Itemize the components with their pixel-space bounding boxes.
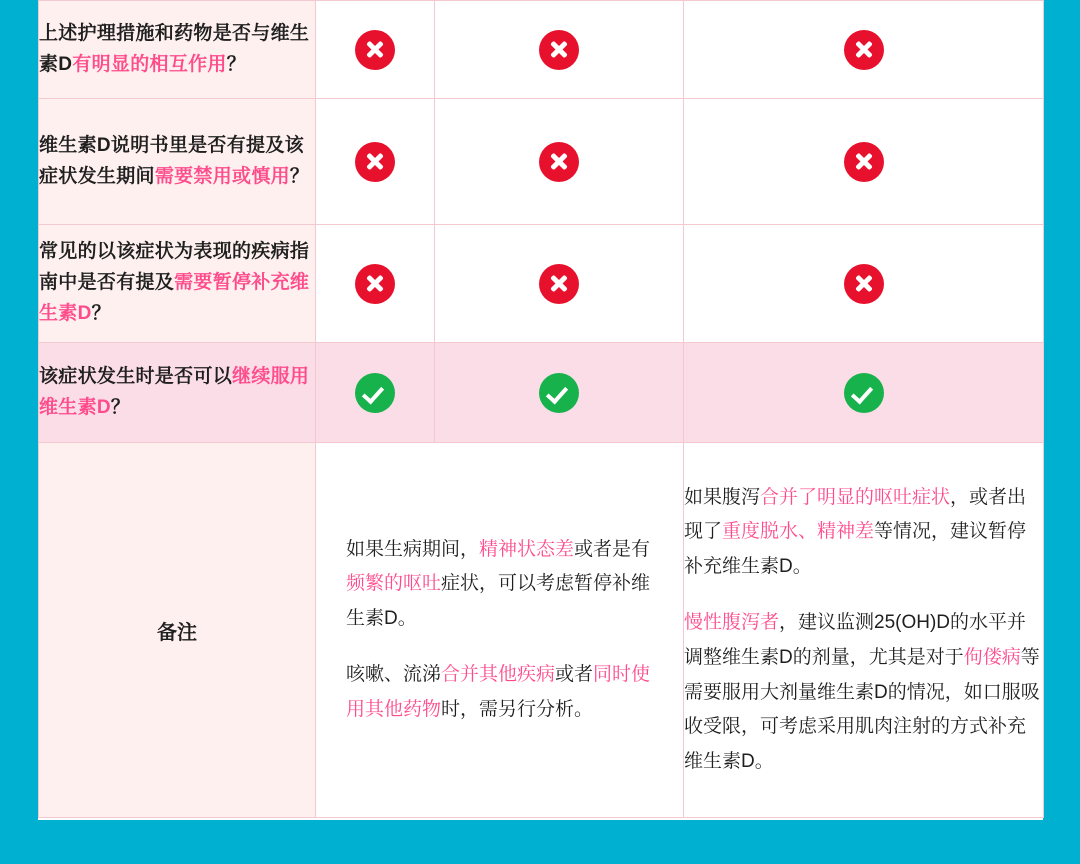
notes-text-part: ，建议监测25(OH)D的水平并调整维生素D的剂量，尤其是对于 — [684, 612, 1027, 668]
question-text-highlight: 有明显的相互作用 — [72, 53, 227, 75]
notes-text-highlight: 合并其他疾病 — [441, 664, 556, 686]
qa-table — [38, 0, 1044, 818]
answer-cell — [316, 1, 435, 99]
notes-paragraph — [684, 481, 1043, 585]
answer-cell — [435, 225, 684, 343]
notes-paragraph — [346, 533, 653, 637]
notes-text-part: 症状，可以考虑暂停补维生素D。 — [346, 573, 651, 629]
content-sheet — [38, 0, 1043, 820]
question-text-part: ？ — [91, 302, 111, 324]
cross-icon — [355, 30, 395, 70]
question-text-part: ？ — [226, 53, 247, 75]
cross-icon — [844, 30, 884, 70]
cross-icon — [539, 142, 579, 182]
notes-paragraph — [346, 658, 653, 727]
answer-cell — [684, 99, 1044, 225]
notes-row — [39, 443, 1044, 818]
notes-text-part: ，或者出现了 — [684, 486, 1027, 543]
notes-text-highlight: 频繁的呕吐 — [346, 573, 442, 595]
answer-cell — [684, 343, 1044, 443]
answer-cell — [316, 343, 435, 443]
question-text-highlight: 继续服用维生素D — [39, 365, 310, 418]
notes-text-highlight: 慢性腹泻者 — [684, 612, 780, 634]
notes-text-part: 或者 — [555, 664, 594, 686]
cross-icon — [355, 264, 395, 304]
table-row — [39, 343, 1044, 443]
notes-right-column — [684, 443, 1044, 818]
answer-cell — [435, 1, 684, 99]
question-text-part: 该症状发生时是否可以 — [39, 365, 233, 387]
cross-icon — [355, 142, 395, 182]
question-text-part: ？ — [110, 396, 131, 418]
table-row — [39, 99, 1044, 225]
notes-text-highlight: 合并了明显的呕吐症状 — [760, 486, 951, 508]
question-text-highlight: 需要禁用或慎用 — [154, 165, 290, 187]
answer-cell — [684, 1, 1044, 99]
question-cell — [39, 343, 316, 443]
cross-icon — [539, 264, 579, 304]
notes-text-highlight: 佝偻病 — [963, 647, 1021, 668]
check-icon — [539, 373, 579, 413]
notes-label: 备注 — [39, 443, 316, 818]
question-text-part: 常见的以该症状为表现的疾病指南中是否有提及 — [39, 241, 310, 294]
cross-icon — [539, 30, 579, 70]
notes-text-part: 如果腹泻 — [684, 486, 761, 508]
question-cell — [39, 1, 316, 99]
answer-cell — [435, 99, 684, 225]
question-text-highlight: 需要暂停补充维生素D — [39, 272, 310, 324]
notes-text-highlight: 重度脱水、精神差 — [722, 521, 875, 543]
answer-cell — [316, 225, 435, 343]
cross-icon — [844, 264, 884, 304]
bottom-band — [0, 820, 1080, 864]
check-icon — [844, 373, 884, 413]
notes-paragraph — [684, 606, 1043, 779]
notes-text-highlight: 同时使用其他药物 — [346, 664, 651, 720]
notes-text-part: 等情况，建议暂停补充维生素D。 — [684, 521, 1027, 577]
notes-text-highlight: 精神状态差 — [479, 538, 575, 560]
question-text-part: 维生素D说明书里是否有提及 — [39, 134, 285, 156]
check-icon — [355, 373, 395, 413]
table-row — [39, 225, 1044, 343]
qa-table-body — [39, 1, 1044, 818]
question-cell — [39, 225, 316, 343]
question-cell — [39, 99, 316, 225]
notes-text-part: 如果生病期间， — [346, 538, 480, 560]
table-row — [39, 1, 1044, 99]
notes-text-part: 或者是有 — [574, 538, 651, 560]
question-text-part: 该症状发生期间 — [39, 134, 304, 187]
question-text-part: ？ — [289, 165, 310, 187]
notes-text-part: 等需要服用大剂量维生素D的情况，如口服吸收受限，可考虑采用肌肉注射的方式补充维生素D。 — [684, 647, 1040, 772]
question-text-part: 维生素D — [39, 22, 310, 75]
question-text-part: 上述护理措施和药物是否与 — [39, 22, 271, 44]
notes-text-part: 咳嗽、流涕 — [346, 664, 442, 686]
notes-middle-column — [316, 443, 684, 818]
notes-text-part: 时，需另行分析。 — [441, 698, 594, 720]
answer-cell — [316, 99, 435, 225]
answer-cell — [435, 343, 684, 443]
cross-icon — [844, 142, 884, 182]
answer-cell — [684, 225, 1044, 343]
